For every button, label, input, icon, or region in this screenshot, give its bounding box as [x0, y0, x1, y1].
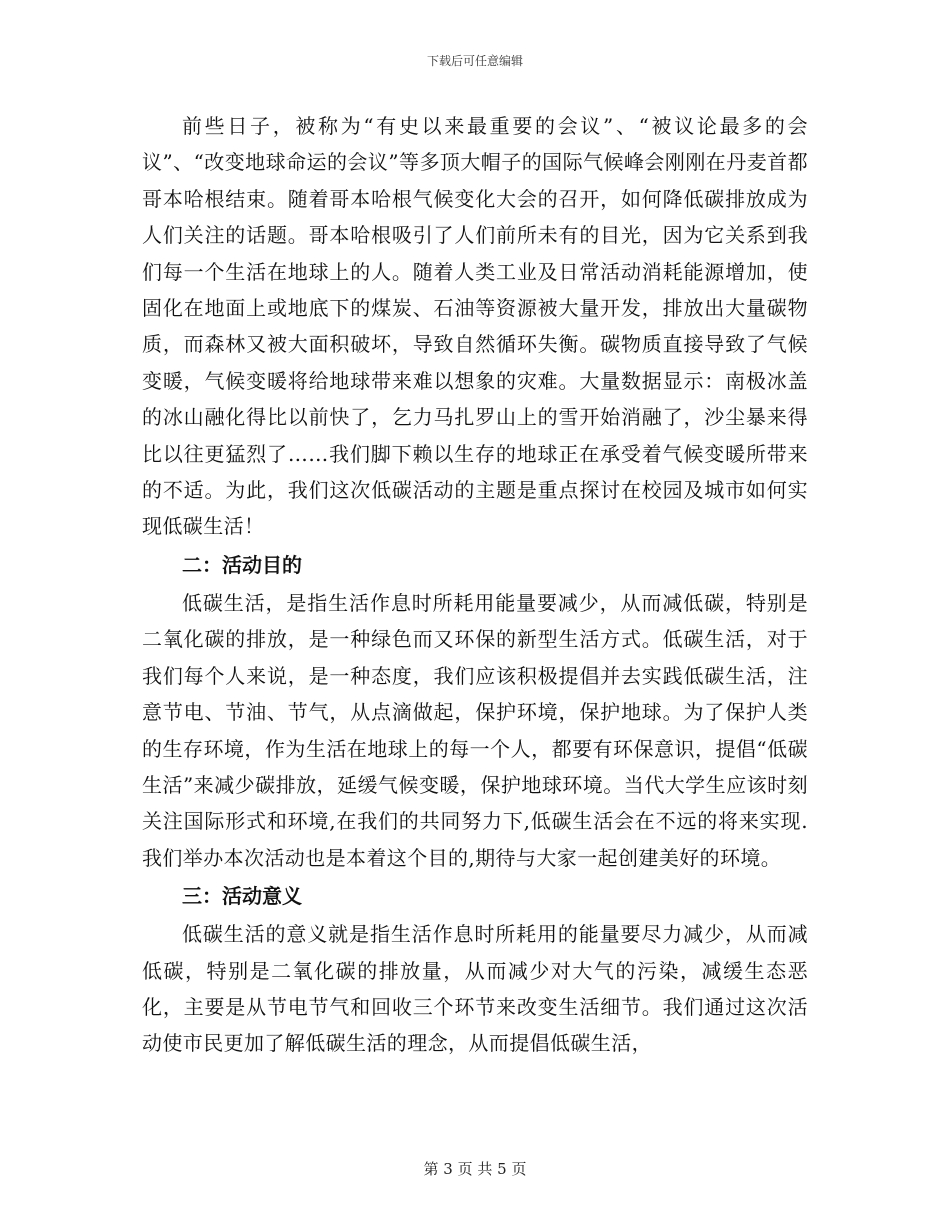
- purpose-paragraph: 低碳生活，是指生活作息时所耗用能量要减少，从而减低碳，特别是二氧化碳的排放，是一种绿色而又环保的新型生活方式。低碳生活，对于我们每个人来说，是一种态度，我们应该积极提倡并去实践低碳生活，注意节电、节油、节气，从点滴做起，保护环境，保护地球。为了保护人类的生存环境，作为生活在地球上的每一个人，都要有环保意识，提倡“低碳生活”来减少碳排放，延缓气候变暖，保护地球环境。当代大学生应该时刻关注国际形式和环境,在我们的共同努力下,低碳生活会在不远的将来实现.我们举办本次活动也是本着这个目的,期待与大家一起创建美好的环境。: [142, 590, 808, 870]
- significance-paragraph: 低碳生活的意义就是指生活作息时所耗用的能量要尽力减少，从而减低碳，特别是二氧化碳的排放量，从而减少对大气的污染，减缓生态恶化，主要是从节电节气和回收三个环节来改变生活细节。我们通过这次活动使市民更加了解低碳生活的理念，从而提倡低碳生活，: [142, 922, 808, 1056]
- page-number: 第 3 页 共 5 页: [423, 1160, 527, 1178]
- purpose-heading: 二：活动目的: [182, 552, 302, 577]
- page-header: 下载后可任意编辑: [426, 54, 523, 68]
- significance-heading: 三：活动意义: [182, 884, 302, 909]
- intro-paragraph: 前些日子，被称为“有史以来最重要的会议”、“被议论最多的会议”、“改变地球命运的会议”等多顶大帽子的国际气候峰会刚刚在丹麦首都哥本哈根结束。随着哥本哈根气候变化大会的召开，如何降低碳排放成为人们关注的话题。哥本哈根吸引了人们前所未有的目光，因为它关系到我们每一个生活在地球上的人。随着人类工业及日常活动消耗能源增加，使固化在地面上或地底下的煤炭、石油等资源被大量开发，排放出大量碳物质，而森林又被大面积破坏，导致自然循环失衡。碳物质直接导致了气候变暖，气候变暖将给地球带来难以想象的灾难。大量数据显示：南极冰盖的冰山融化得比以前快了，乞力马扎罗山上的雪开始消融了，沙尘暴来得比以往更猛烈了……我们脚下赖以生存的地球正在承受着气候变暖所带来的不适。为此，我们这次低碳活动的主题是重点探讨在校园及城市如何实现低碳生活！: [142, 114, 808, 539]
- document-body: [142, 108, 808, 1062]
